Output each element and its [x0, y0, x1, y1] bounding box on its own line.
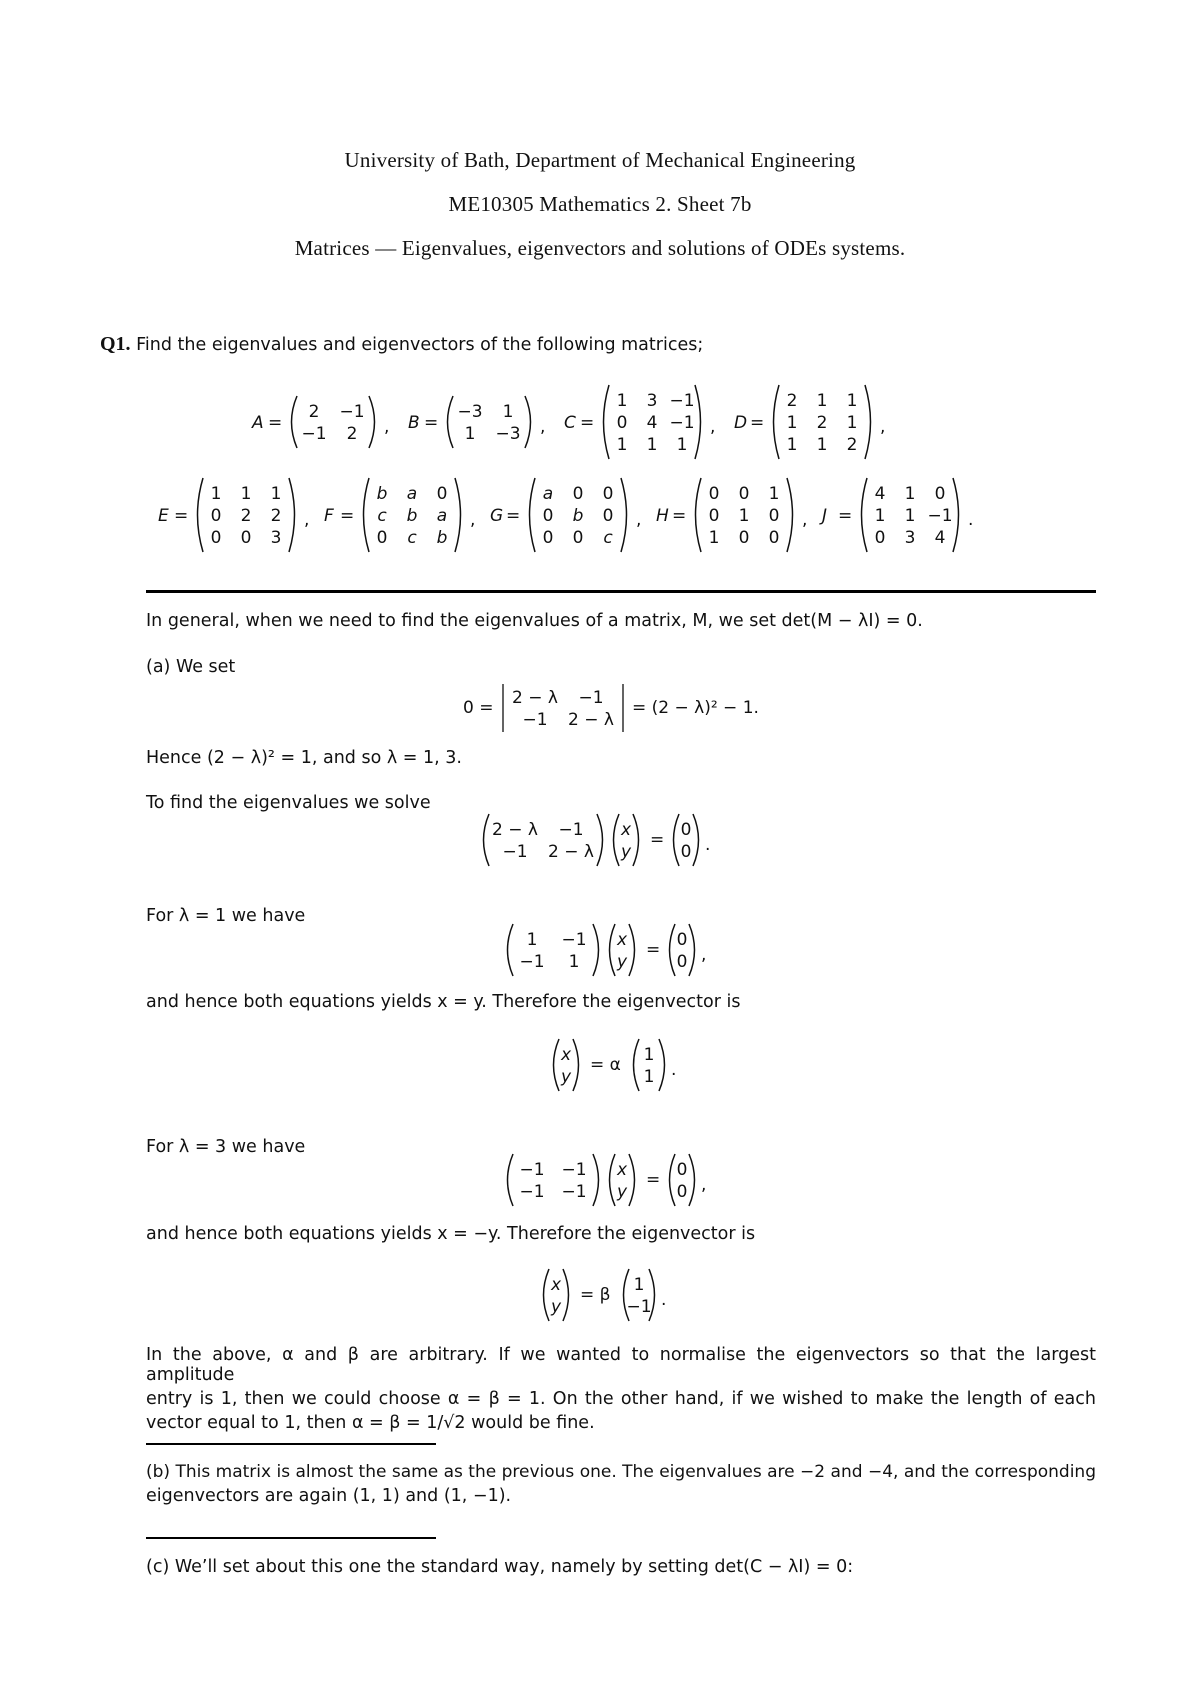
matrix-c-entry: 1	[676, 435, 688, 456]
matrix-h-entry: 0	[768, 506, 780, 527]
part-b-line-1: (b) This matrix is almost the same as the previous one. The eigenvalues are −2 and −4, and the corresponding	[146, 1462, 1096, 1482]
matrix-a-entry: 2	[308, 402, 320, 423]
matrix-h-paren-right	[787, 478, 793, 552]
sys1svg-xy-entry: x	[616, 930, 628, 951]
hence-line: Hence (2 − λ)² = 1, and so λ = 1, 3.	[146, 748, 462, 768]
matrix-separator: ,	[802, 510, 808, 530]
syssvg-xy-entry: y	[620, 842, 632, 863]
matrix-c-paren-left	[604, 385, 610, 459]
ev1svg-vec-paren-right	[659, 1039, 665, 1091]
system3-eq	[0, 1150, 1200, 1210]
sys3svg-coef-entry: −1	[561, 1182, 587, 1203]
matrix-c-entry: −1	[669, 391, 695, 412]
eq-punct: ,	[701, 945, 707, 965]
part-b	[146, 1462, 1096, 1506]
matrix-d-entry: 1	[786, 435, 798, 456]
sys1svg-xy-entry: y	[616, 952, 628, 973]
matrix-j	[862, 478, 959, 552]
matrix-g-entry: c	[603, 528, 613, 549]
header-course: ME10305 Mathematics 2. Sheet 7b	[448, 192, 752, 216]
matrix-f-entry: 0	[376, 528, 388, 549]
matrix-name-h: H	[656, 506, 669, 526]
ev3svg-xy-paren-left	[544, 1269, 550, 1321]
para-line-2: entry is 1, then we could choose α = β = 1. On the other hand, if we wished to make the length of each	[146, 1389, 1096, 1409]
sys3svg-xy-entry: x	[616, 1160, 628, 1181]
matrix-f-entry: b	[406, 506, 418, 527]
matrix-d	[774, 385, 871, 459]
matrix-j-entry: 1	[904, 506, 916, 527]
para-line-1: In the above, α and β are arbitrary. If we wanted to normalise the eigenvectors so that the largest amplitude	[146, 1345, 1096, 1385]
matrix-a-paren-right	[369, 396, 375, 448]
matrix-separator: ,	[636, 510, 642, 530]
matrix-b-paren-left	[448, 396, 454, 448]
matrix-separator: ,	[880, 417, 886, 437]
sys1svg-zero-paren-right	[689, 924, 695, 976]
ev1svg-xy-paren-right	[573, 1039, 579, 1091]
syssvg-coef-entry: −1	[502, 842, 528, 863]
matrix-e-entry: 2	[270, 506, 282, 527]
sys1svg-xy	[610, 924, 635, 976]
matrix-g-entry: a	[542, 484, 554, 505]
det-matrix	[503, 684, 623, 732]
matrix-j-entry: 3	[904, 528, 916, 549]
matrix-c-entry: 3	[646, 391, 658, 412]
sys1svg-zero	[670, 924, 695, 976]
ev1svg-xy-entry: x	[560, 1045, 572, 1066]
matrix-j-entry: 0	[934, 484, 946, 505]
eq-punct: .	[705, 835, 711, 855]
matrix-d-entry: 1	[786, 413, 798, 434]
matrix-d-paren-right	[865, 385, 871, 459]
sys3svg-coef-entry: −1	[519, 1160, 545, 1181]
matrix-g-entry: 0	[572, 484, 584, 505]
matrix-j-entry: 4	[934, 528, 946, 549]
part-b-line-2: eigenvectors are again (1, 1) and (1, −1).	[146, 1486, 512, 1506]
matrix-j-paren-right	[953, 478, 959, 552]
matrix-h-paren-left	[696, 478, 702, 552]
syssvg-xy	[614, 814, 639, 866]
syssvg-xy-paren-right	[633, 814, 639, 866]
q1-question: Find the eigenvalues and eigenvectors of the following matrices;	[136, 335, 704, 355]
matrix-j-entry: 1	[874, 506, 886, 527]
syssvg-zero-entry: 0	[680, 842, 692, 863]
equals-sign: =	[838, 506, 853, 526]
matrix-c-entry: 4	[646, 413, 658, 434]
matrix-d-entry: 2	[846, 435, 858, 456]
system1-eq	[0, 920, 1200, 980]
eq-punct: ,	[701, 1175, 707, 1195]
ev3svg-vec-entry: −1	[626, 1297, 652, 1318]
matrix-e-paren-right	[289, 478, 295, 552]
matrix-f-entry: 0	[436, 484, 448, 505]
hence3-line: and hence both equations yields x = −y. Therefore the eigenvector is	[146, 1224, 756, 1244]
sys3svg-xy-entry: y	[616, 1182, 628, 1203]
det-matrix-entry: −1	[522, 710, 548, 731]
eigenvector3-eq	[0, 1265, 1200, 1325]
q1-matrices	[0, 370, 1200, 570]
sys1svg-coef-paren-right	[593, 924, 599, 976]
matrix-c-entry: −1	[669, 413, 695, 434]
ev1svg-vec-entry: 1	[643, 1067, 655, 1088]
matrix-j-entry: 1	[904, 484, 916, 505]
to-find-line: To find the eigenvalues we solve	[146, 793, 431, 813]
syssvg-coef-entry: 2 − λ	[492, 820, 538, 841]
matrix-e-paren-left	[198, 478, 204, 552]
sys3svg-coef-entry: −1	[561, 1160, 587, 1181]
det-lhs: 0 =	[463, 698, 494, 718]
matrix-h-entry: 0	[768, 528, 780, 549]
matrix-name-e: E	[158, 506, 169, 526]
matrix-e-entry: 1	[210, 484, 222, 505]
matrix-separator: ,	[710, 417, 716, 437]
matrix-b	[448, 396, 531, 448]
matrix-d-entry: 1	[816, 391, 828, 412]
matrix-b-entry: −3	[457, 402, 483, 423]
matrix-name-c: C	[564, 413, 576, 433]
matrix-h-entry: 0	[738, 528, 750, 549]
ev1svg-xy	[554, 1039, 579, 1091]
matrix-e-entry: 2	[240, 506, 252, 527]
matrix-f-entry: a	[436, 506, 448, 527]
matrix-j-entry: 0	[874, 528, 886, 549]
lambda3-line: For λ = 3 we have	[146, 1137, 306, 1157]
sys3svg-xy-paren-right	[629, 1154, 635, 1206]
sys3svg-coef-entry: −1	[519, 1182, 545, 1203]
matrix-name-b: B	[408, 413, 420, 433]
syssvg-zero-paren-right	[693, 814, 699, 866]
matrix-name-f: F	[324, 506, 334, 526]
sys3svg-coef-paren-left	[508, 1154, 514, 1206]
normalisation-paragraph	[146, 1345, 1096, 1433]
ev3svg-xy-paren-right	[563, 1269, 569, 1321]
matrix-c-entry: 1	[616, 391, 628, 412]
sys1svg-coef-entry: −1	[561, 930, 587, 951]
part-rule-2	[146, 1537, 436, 1539]
eigen-coefficient: = α	[590, 1055, 621, 1075]
matrix-d-entry: 1	[846, 391, 858, 412]
det-matrix-entry: 2 − λ	[568, 710, 614, 731]
matrix-c-entry: 0	[616, 413, 628, 434]
matrix-a-entry: −1	[301, 424, 327, 445]
matrix-g-entry: b	[572, 506, 584, 527]
matrix-c-entry: 1	[646, 435, 658, 456]
equals-sign: =	[750, 413, 765, 433]
matrix-d-paren-left	[774, 385, 780, 459]
matrix-g-entry: 0	[602, 506, 614, 527]
ev1svg-vec	[634, 1039, 665, 1091]
ev1svg-xy-entry: y	[560, 1067, 572, 1088]
solution-intro: In general, when we need to find the eigenvalues of a matrix, M, we set det(M − λI) = 0.	[146, 611, 923, 631]
ev1svg-xy-paren-left	[554, 1039, 560, 1091]
matrix-g-entry: 0	[602, 484, 614, 505]
determinant-eq	[0, 678, 1200, 738]
q1-prompt	[100, 333, 703, 356]
matrix-f-paren-left	[364, 478, 370, 552]
sys3svg-coef	[508, 1154, 599, 1206]
matrix-b-entry: −3	[495, 424, 521, 445]
matrix-g	[530, 478, 627, 552]
para-line-3: vector equal to 1, then α = β = 1/√2 would be fine.	[146, 1413, 595, 1433]
matrix-e-entry: 1	[240, 484, 252, 505]
sys1svg-coef-entry: −1	[519, 952, 545, 973]
equals-sign: =	[506, 506, 521, 526]
sys3svg-xy	[610, 1154, 635, 1206]
eigenvector1-eq	[0, 1035, 1200, 1095]
matrix-g-entry: 0	[542, 528, 554, 549]
syssvg-zero-paren-left	[674, 814, 680, 866]
matrix-separator: ,	[470, 510, 476, 530]
matrix-h	[696, 478, 793, 552]
sys1svg-coef	[508, 924, 599, 976]
sys1svg-xy-paren-left	[610, 924, 616, 976]
matrix-c-entry: 1	[616, 435, 628, 456]
lambda1-line: For λ = 1 we have	[146, 906, 306, 926]
sys1svg-zero-entry: 0	[676, 930, 688, 951]
matrix-d-entry: 1	[816, 435, 828, 456]
equals-sign: =	[580, 413, 595, 433]
matrix-h-entry: 1	[768, 484, 780, 505]
eigen-coefficient: = β	[580, 1285, 611, 1305]
header-institution: University of Bath, Department of Mechanical Engineering	[344, 148, 856, 172]
sys1svg-zero-paren-left	[670, 924, 676, 976]
hence1-line: and hence both equations yields x = y. Therefore the eigenvector is	[146, 992, 741, 1012]
matrix-separator: ,	[384, 417, 390, 437]
eq-punct: .	[661, 1290, 667, 1310]
matrix-j-paren-left	[862, 478, 868, 552]
matrix-f-entry: a	[406, 484, 418, 505]
matrix-j-entry: −1	[927, 506, 953, 527]
matrix-h-entry: 1	[738, 506, 750, 527]
matrix-f-entry: c	[377, 506, 387, 527]
matrix-g-entry: 0	[542, 506, 554, 527]
part-a-label: (a) We set	[146, 657, 236, 677]
equals-sign: =	[340, 506, 355, 526]
matrix-d-entry: 1	[846, 413, 858, 434]
matrix-separator: ,	[304, 510, 310, 530]
sys1svg-coef-paren-left	[508, 924, 514, 976]
matrix-c	[604, 385, 701, 459]
matrix-e-entry: 0	[240, 528, 252, 549]
sys3svg-zero-paren-right	[689, 1154, 695, 1206]
ev3svg-xy-entry: y	[550, 1297, 562, 1318]
matrix-g-entry: 0	[572, 528, 584, 549]
matrix-h-entry: 0	[708, 506, 720, 527]
part-rule-1	[146, 1443, 436, 1445]
q1-label: Q1.	[100, 333, 131, 355]
syssvg-coef-entry: 2 − λ	[548, 842, 594, 863]
equals-sign: =	[650, 830, 665, 850]
det-matrix-entry: −1	[578, 688, 604, 709]
sys1svg-zero-entry: 0	[676, 952, 688, 973]
det-rhs: = (2 − λ)² − 1.	[632, 698, 759, 718]
matrix-b-entry: 1	[464, 424, 476, 445]
matrix-f	[364, 478, 461, 552]
ev3svg-vec-entry: 1	[633, 1275, 645, 1296]
sys3svg-zero-entry: 0	[676, 1160, 688, 1181]
matrix-name-j: J	[822, 506, 828, 526]
matrix-c-paren-right	[695, 385, 701, 459]
ev3svg-xy	[544, 1269, 569, 1321]
syssvg-coef	[484, 814, 603, 866]
sys1svg-coef-entry: 1	[526, 930, 538, 951]
sys3svg-zero-entry: 0	[676, 1182, 688, 1203]
sys3svg-coef-paren-right	[593, 1154, 599, 1206]
matrix-name-d: D	[734, 413, 748, 433]
part-c-line: (c) We’ll set about this one the standard way, namely by setting det(C − λI) = 0:	[146, 1557, 854, 1577]
matrix-a	[292, 396, 375, 448]
matrix-f-entry: b	[436, 528, 448, 549]
matrix-e	[198, 478, 295, 552]
matrix-h-entry: 0	[738, 484, 750, 505]
matrix-e-entry: 0	[210, 528, 222, 549]
sys1svg-xy-paren-right	[629, 924, 635, 976]
matrix-a-paren-left	[292, 396, 298, 448]
equals-sign: =	[646, 940, 661, 960]
matrix-b-entry: 1	[502, 402, 514, 423]
ev1svg-vec-entry: 1	[643, 1045, 655, 1066]
matrix-h-entry: 0	[708, 484, 720, 505]
syssvg-zero-entry: 0	[680, 820, 692, 841]
matrix-separator: ,	[540, 417, 546, 437]
det-matrix-entry: 2 − λ	[512, 688, 558, 709]
matrix-a-entry: −1	[339, 402, 365, 423]
matrix-h-entry: 1	[708, 528, 720, 549]
matrix-separator: .	[968, 510, 974, 530]
section-rule	[146, 590, 1096, 593]
ev1svg-vec-paren-left	[634, 1039, 640, 1091]
matrix-d-entry: 2	[816, 413, 828, 434]
syssvg-xy-paren-left	[614, 814, 620, 866]
sys3svg-zero-paren-left	[670, 1154, 676, 1206]
matrix-g-paren-left	[530, 478, 536, 552]
matrix-e-entry: 1	[270, 484, 282, 505]
matrix-f-entry: b	[376, 484, 388, 505]
syssvg-coef-paren-left	[484, 814, 490, 866]
equals-sign: =	[672, 506, 687, 526]
equals-sign: =	[174, 506, 189, 526]
equals-sign: =	[424, 413, 439, 433]
header-topic: Matrices — Eigenvalues, eigenvectors and solutions of ODEs systems.	[294, 236, 906, 260]
matrix-e-entry: 3	[270, 528, 282, 549]
ev3svg-vec	[624, 1269, 655, 1321]
matrix-f-entry: c	[407, 528, 417, 549]
eq-punct: .	[671, 1060, 677, 1080]
system-eq	[0, 810, 1200, 870]
matrix-name-a: A	[252, 413, 264, 433]
syssvg-zero	[674, 814, 699, 866]
sys3svg-zero	[670, 1154, 695, 1206]
matrix-e-entry: 0	[210, 506, 222, 527]
equals-sign: =	[268, 413, 283, 433]
syssvg-coef-paren-right	[597, 814, 603, 866]
ev3svg-xy-entry: x	[550, 1275, 562, 1296]
matrix-b-paren-right	[525, 396, 531, 448]
matrix-d-entry: 2	[786, 391, 798, 412]
matrix-a-entry: 2	[346, 424, 358, 445]
sys3svg-xy-paren-left	[610, 1154, 616, 1206]
matrix-j-entry: 4	[874, 484, 886, 505]
matrix-f-paren-right	[455, 478, 461, 552]
syssvg-xy-entry: x	[620, 820, 632, 841]
matrix-g-paren-right	[621, 478, 627, 552]
matrix-name-g: G	[490, 506, 504, 526]
syssvg-coef-entry: −1	[558, 820, 584, 841]
sys1svg-coef-entry: 1	[568, 952, 580, 973]
equals-sign: =	[646, 1170, 661, 1190]
